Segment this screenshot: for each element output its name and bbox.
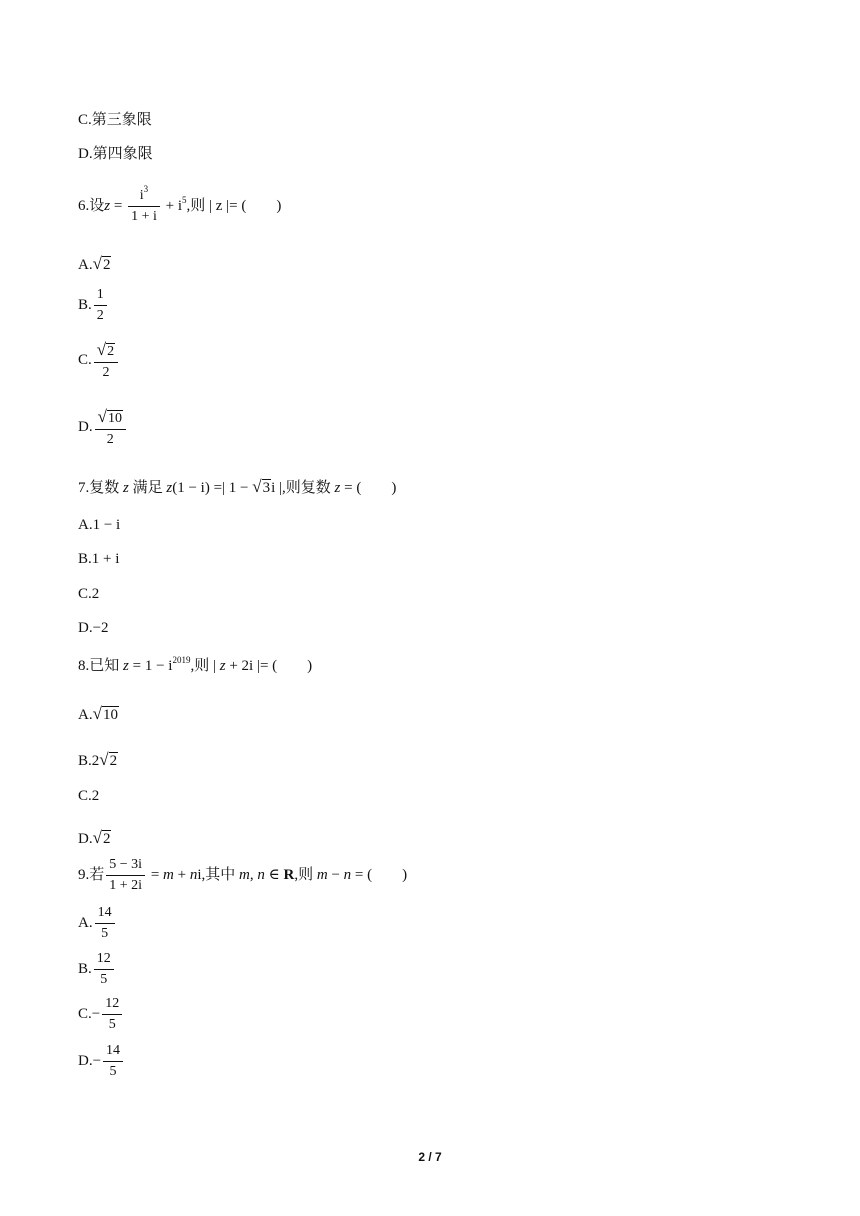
q9-option-c: C.− $\frac{12}{5}$ — [78, 996, 124, 1033]
q8-option-a: A.√10 — [78, 704, 118, 723]
sqrt-symbol: √2 — [96, 340, 115, 359]
q6-stem: 6.设z = $\frac{i^3}{1 + i}$ + $i^5$,则 | z |= ( ) — [78, 184, 282, 225]
q8-stem: 8.已知 $z = 1 - i^{2019}$,则 | z + 2i |= ( ) — [78, 655, 313, 674]
q7-option-a: A.1 − i — [78, 517, 121, 533]
q8-option-d: D.√2 — [78, 828, 111, 847]
q5-option-c: C.第三象限 — [78, 112, 152, 128]
q9-stem: 9.若 $\frac{5 - 3i}{1 + 2i}$ = m + ni,其中 m, n ∈ R,则 m − n = ( ) — [78, 857, 408, 894]
sqrt-symbol: √2 — [92, 254, 111, 273]
q7-option-b: B.1 + i — [78, 551, 120, 567]
q6-option-d: D. $\frac{√10}{2}$ — [78, 407, 128, 448]
sqrt-symbol: √2 — [99, 750, 118, 769]
sqrt-symbol: √10 — [97, 407, 122, 426]
q9-option-b: B. $\frac{12}{5}$ — [78, 951, 116, 988]
q8-option-b: B.2√2 — [78, 750, 118, 769]
sqrt-symbol: √3 — [252, 477, 271, 496]
q9-fraction: $\frac{5 - 3i}{1 + 2i}$ — [106, 857, 145, 894]
q9-option-a: A. $\frac{14}{5}$ — [78, 905, 117, 942]
q6-option-c: C. $\frac{√2}{2}$ — [78, 340, 120, 381]
q7-option-c: C.2 — [78, 586, 100, 602]
q7-stem: 7.复数 z 满足 z(1 − i) =| 1 − √3i |,则复数 z = ( ) — [78, 477, 397, 496]
page-number: 2 / 7 — [418, 1150, 442, 1164]
sqrt-symbol: √2 — [92, 828, 111, 847]
q5-option-d: D.第四象限 — [78, 146, 153, 162]
q6-option-a: A.√2 — [78, 254, 111, 273]
q6-option-b: B. $\frac{1}{2}$ — [78, 287, 109, 324]
q8-option-c: C.2 — [78, 788, 100, 804]
q6-fraction: $\frac{i^3}{1 + i}$ — [128, 188, 160, 225]
q7-option-d: D.−2 — [78, 620, 109, 636]
q9-option-d: D.− $\frac{14}{5}$ — [78, 1043, 125, 1080]
sqrt-symbol: √10 — [92, 704, 118, 723]
